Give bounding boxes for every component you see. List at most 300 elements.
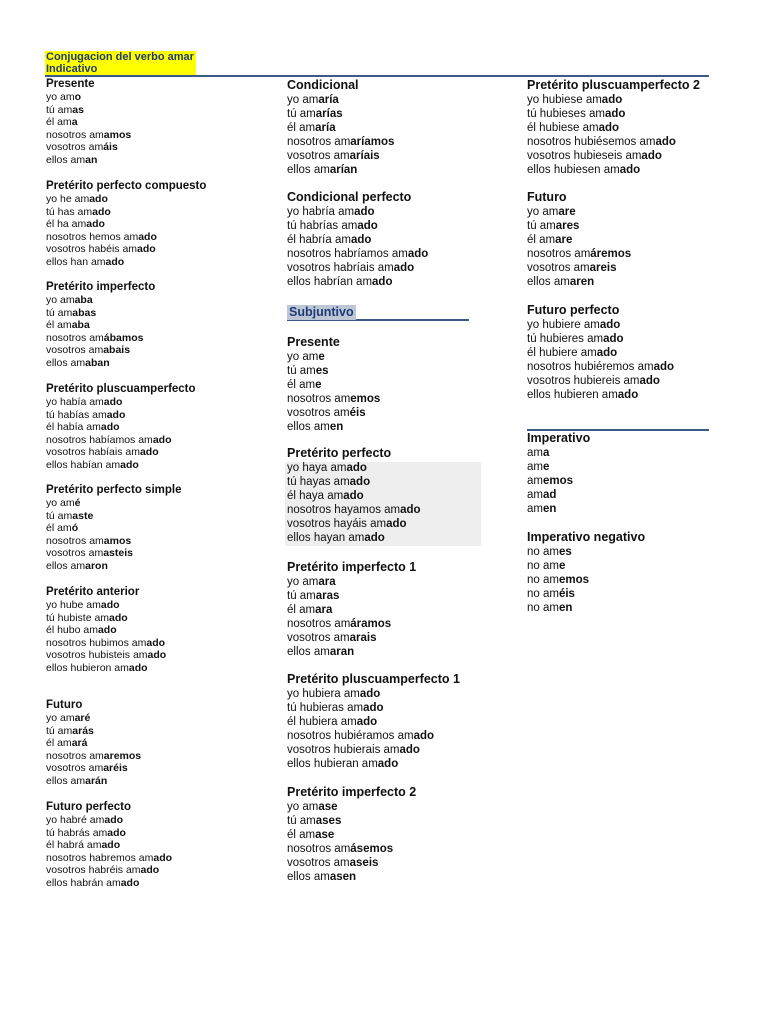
- conjugation-row: [287, 631, 416, 645]
- conjugation-stem: tú hubiste am: [46, 611, 110, 624]
- conjugation-ending: o: [74, 91, 82, 103]
- conjugation-stem: él habría am: [287, 234, 351, 246]
- conjugation-ending: a: [71, 116, 78, 129]
- conjugation-row: [46, 154, 131, 167]
- conjugation-stem: ellos hubieran am: [287, 758, 378, 770]
- title-line-verb: Conjugacion del verbo amar: [46, 51, 194, 63]
- conjugation-stem: ellos am: [287, 421, 330, 433]
- conjugation-stem: yo am: [46, 91, 75, 103]
- conjugation-stem: tú habrías am: [287, 220, 358, 232]
- conjugation-row: [287, 275, 428, 289]
- conjugation-row: [287, 350, 380, 364]
- conjugation-ending: áramos: [350, 618, 392, 630]
- section-futuro-perfecto: [527, 303, 674, 402]
- conjugation-stem: yo hubiese am: [527, 94, 602, 106]
- conjugation-ending: ado: [152, 433, 172, 446]
- conjugation-stem: vosotros am: [287, 407, 350, 419]
- conjugation-ending: an: [85, 153, 98, 166]
- conjugation-stem: yo am: [287, 94, 319, 106]
- conjugation-ending: ado: [92, 205, 111, 218]
- conjugation-ending: ado: [346, 462, 367, 474]
- conjugation-stem: yo hubiere am: [527, 319, 600, 331]
- section-preterito-perfecto-compuesto: [46, 180, 206, 269]
- conjugation-stem: yo habría am: [287, 206, 355, 218]
- conjugation-row: [46, 750, 141, 763]
- conjugation-stem: vosotros hubierais am: [287, 744, 400, 756]
- conjugation-row: [46, 827, 172, 840]
- conjugation-row: [46, 231, 206, 244]
- conjugation-ending: ado: [598, 122, 620, 134]
- conjugation-stem: tú hubieres am: [527, 333, 604, 345]
- conjugation-ending: ado: [140, 864, 160, 877]
- conjugation-row: [46, 637, 166, 650]
- conjugation-row: [527, 446, 590, 460]
- conjugation-row: [46, 243, 206, 256]
- conjugation-stem: am: [527, 475, 543, 487]
- conjugation-stem: ellos am: [46, 356, 86, 369]
- section-heading: Pretérito imperfecto: [46, 281, 156, 293]
- conjugation-row: [287, 461, 421, 475]
- conjugation-stem: yo am: [527, 206, 559, 218]
- section-heading: Pretérito anterior: [46, 586, 140, 598]
- conjugation-row: [287, 828, 416, 842]
- conjugation-row: [287, 475, 421, 489]
- conjugation-stem: él ha am: [46, 218, 87, 231]
- conjugation-ending: ado: [343, 490, 364, 502]
- conjugation-ending: aría: [318, 94, 339, 106]
- conjugation-stem: vosotros hubisteis am: [46, 649, 148, 662]
- conjugation-ending: ado: [655, 136, 676, 148]
- conjugation-ending: ó: [71, 522, 79, 535]
- conjugation-ending: amos: [103, 128, 132, 141]
- conjugation-stem: vosotros habíais am: [46, 446, 140, 459]
- conjugation-ending: ado: [139, 446, 159, 459]
- section-heading: Futuro perfecto: [46, 801, 131, 813]
- conjugation-stem: tú habías am: [46, 408, 107, 421]
- conjugation-ending: áis: [103, 141, 118, 154]
- conjugation-row: [46, 662, 166, 675]
- conjugation-ending: ado: [400, 504, 421, 516]
- conjugation-row: [287, 261, 428, 275]
- conjugation-ending: aban: [85, 356, 110, 369]
- conjugation-stem: vosotros habéis am: [46, 243, 138, 256]
- conjugation-row: [46, 409, 196, 422]
- conjugation-stem: ellos am: [287, 871, 330, 883]
- conjugation-stem: nosotros habremos am: [46, 851, 154, 864]
- conjugation-row: [287, 135, 394, 149]
- conjugation-row: [287, 149, 394, 163]
- conjugation-ending: are: [558, 206, 576, 218]
- conjugation-row: [46, 218, 206, 231]
- conjugation-ending: ado: [100, 421, 120, 434]
- conjugation-stem: tú hubieras am: [287, 702, 364, 714]
- conjugation-stem: vosotros am: [287, 632, 350, 644]
- conjugation-ending: ado: [106, 408, 126, 421]
- conjugation-ending: aren: [569, 276, 595, 288]
- conjugation-row: [287, 503, 421, 517]
- conjugation-ending: ado: [350, 234, 372, 246]
- conjugation-stem: vosotros hubieseis am: [527, 150, 642, 162]
- conjugation-row: [46, 332, 155, 345]
- indicativo-rule: [45, 75, 709, 77]
- conjugation-row: [46, 547, 181, 560]
- conjugation-ending: ado: [372, 276, 393, 288]
- conjugation-stem: él am: [287, 829, 316, 841]
- conjugation-stem: no am: [527, 588, 559, 600]
- conjugation-stem: tú am: [287, 590, 316, 602]
- conjugation-stem: yo am: [287, 576, 319, 588]
- conjugation-row: [527, 121, 700, 135]
- conjugation-stem: am: [527, 447, 543, 459]
- conjugation-stem: ellos am: [46, 559, 86, 572]
- conjugation-row: [46, 725, 141, 738]
- conjugation-stem: nosotros am: [287, 393, 351, 405]
- conjugation-row: [527, 374, 674, 388]
- conjugation-ending: ará: [71, 737, 88, 750]
- conjugation-ending: arán: [85, 774, 108, 787]
- conjugation-ending: ado: [97, 624, 117, 637]
- conjugation-ending: aste: [72, 509, 94, 522]
- conjugation-stem: él am: [287, 604, 316, 616]
- conjugation-row: [46, 535, 181, 548]
- conjugation-stem: ellos hubieron am: [46, 661, 129, 674]
- conjugation-stem: ellos habrán am: [46, 876, 121, 889]
- section-preterito-imperfecto: [46, 281, 155, 370]
- section-condicional-perfecto: [287, 190, 428, 289]
- conjugation-ending: aras: [315, 590, 340, 602]
- conjugation-ending: es: [315, 365, 329, 377]
- conjugation-row: [287, 406, 380, 420]
- conjugation-ending: ado: [120, 458, 139, 471]
- conjugation-stem: ellos han am: [46, 255, 106, 268]
- conjugation-ending: ado: [120, 876, 140, 889]
- conjugation-ending: ado: [153, 851, 173, 864]
- conjugation-row: [46, 141, 131, 154]
- conjugation-ending: ado: [128, 661, 148, 674]
- conjugation-row: [46, 446, 196, 459]
- conjugation-row: [527, 261, 631, 275]
- conjugation-stem: tú am: [287, 365, 316, 377]
- conjugation-row: [527, 360, 674, 374]
- conjugation-ending: aran: [329, 646, 355, 658]
- conjugation-stem: yo am: [287, 801, 319, 813]
- conjugation-stem: tú habrás am: [46, 826, 108, 839]
- conjugation-stem: él hubiese am: [527, 122, 599, 134]
- conjugation-ending: ado: [137, 243, 156, 256]
- conjugation-ending: ado: [363, 702, 384, 714]
- conjugation-row: [46, 91, 131, 104]
- conjugation-ending: ado: [147, 649, 167, 662]
- conjugation-stem: nosotros am: [46, 534, 104, 547]
- conjugation-row: [527, 332, 674, 346]
- section-heading: Imperativo negativo: [527, 530, 646, 544]
- conjugation-stem: tú am: [287, 815, 316, 827]
- section-condicional: [287, 78, 394, 177]
- conjugation-row: [287, 842, 416, 856]
- conjugation-stem: am: [527, 503, 543, 515]
- conjugation-stem: tú am: [46, 306, 73, 319]
- section-preterito-perfecto: [287, 446, 421, 545]
- conjugation-row: [527, 346, 674, 360]
- section-presente: [46, 78, 131, 167]
- conjugation-ending: amos: [103, 534, 132, 547]
- conjugation-ending: ado: [413, 730, 435, 742]
- conjugation-ending: ado: [386, 518, 407, 530]
- conjugation-stem: tú am: [46, 724, 73, 737]
- conjugation-row: [287, 233, 428, 247]
- conjugation-ending: aba: [71, 319, 90, 332]
- conjugation-ending: en: [329, 421, 344, 433]
- conjugation-row: [46, 852, 172, 865]
- conjugation-stem: ellos hubiesen am: [527, 164, 620, 176]
- conjugation-ending: ado: [619, 164, 641, 176]
- conjugation-ending: arían: [329, 164, 358, 176]
- conjugation-ending: aría: [315, 122, 336, 134]
- conjugation-stem: am: [527, 461, 543, 473]
- conjugation-row: [46, 497, 181, 510]
- conjugation-row: [287, 757, 460, 771]
- conjugation-row: [287, 800, 416, 814]
- conjugation-stem: vosotros am: [527, 262, 590, 274]
- section-heading: Presente: [287, 335, 340, 349]
- conjugation-ending: emos: [542, 475, 574, 487]
- conjugation-ending: ado: [617, 389, 639, 401]
- conjugation-stem: yo am: [46, 712, 75, 724]
- conjugation-ending: ado: [653, 361, 675, 373]
- section-heading: Futuro: [527, 190, 567, 204]
- conjugation-ending: ábamos: [103, 331, 144, 344]
- conjugation-row: [287, 93, 394, 107]
- conjugation-ending: ado: [105, 255, 125, 268]
- conjugation-stem: él am: [46, 737, 72, 750]
- conjugation-ending: ado: [146, 636, 166, 649]
- conjugation-row: [46, 459, 196, 472]
- conjugation-stem: no am: [527, 546, 559, 558]
- conjugation-row: [287, 715, 460, 729]
- conjugation-stem: ellos habrían am: [287, 276, 373, 288]
- section-preterito-pluscuamperfecto-1: [287, 672, 460, 771]
- conjugation-row: [527, 545, 645, 559]
- conjugation-stem: tú has am: [46, 205, 93, 218]
- conjugation-stem: nosotros am: [287, 618, 351, 630]
- conjugation-ending: asen: [329, 871, 357, 883]
- conjugation-ending: ado: [603, 333, 624, 345]
- conjugation-row: [46, 319, 155, 332]
- conjugation-stem: no am: [527, 560, 559, 572]
- conjugation-stem: vosotros habréis am: [46, 864, 141, 877]
- conjugation-stem: nosotros am: [287, 136, 351, 148]
- conjugation-row: [287, 856, 416, 870]
- section-heading: Imperativo: [527, 431, 591, 445]
- conjugation-stem: am: [527, 489, 543, 501]
- conjugation-ending: ado: [599, 319, 621, 331]
- subjuntivo-label: Subjuntivo: [289, 305, 354, 319]
- conjugation-ending: arais: [349, 632, 377, 644]
- conjugation-row: [46, 193, 206, 206]
- conjugation-row: [46, 421, 196, 434]
- conjugation-stem: yo he am: [46, 193, 90, 205]
- conjugation-ending: áremos: [590, 248, 632, 260]
- conjugation-stem: vosotros hayáis am: [287, 518, 387, 530]
- conjugation-row: [287, 121, 394, 135]
- conjugation-row: [287, 247, 428, 261]
- conjugation-row: [46, 256, 206, 269]
- conjugation-ending: ado: [104, 814, 124, 826]
- conjugation-ending: ado: [641, 150, 662, 162]
- conjugation-stem: ellos hayan am: [287, 532, 365, 544]
- conjugation-ending: éis: [349, 407, 366, 419]
- conjugation-row: [527, 275, 631, 289]
- conjugation-row: [287, 729, 460, 743]
- conjugation-ending: ado: [393, 262, 415, 274]
- conjugation-row: [527, 587, 645, 601]
- conjugation-ending: aríais: [349, 150, 380, 162]
- conjugation-row: [46, 599, 166, 612]
- conjugation-ending: aré: [74, 712, 91, 724]
- section-heading: Pretérito imperfecto 1: [287, 560, 417, 574]
- conjugation-stem: ellos am: [46, 153, 86, 166]
- conjugation-ending: éis: [558, 588, 575, 600]
- conjugation-ending: ado: [357, 220, 378, 232]
- conjugation-ending: ado: [639, 375, 660, 387]
- conjugation-stem: él am: [46, 116, 72, 129]
- conjugation-stem: ellos hubieren am: [527, 389, 618, 401]
- conjugation-stem: ellos am: [527, 276, 570, 288]
- conjugation-stem: nosotros am: [46, 749, 104, 762]
- conjugation-ending: ado: [89, 193, 108, 205]
- conjugation-row: [527, 388, 674, 402]
- conjugation-ending: en: [542, 503, 557, 515]
- conjugation-stem: él haya am: [287, 490, 344, 502]
- conjugation-row: [527, 474, 590, 488]
- conjugation-row: [287, 205, 428, 219]
- conjugation-row: [527, 460, 590, 474]
- conjugation-stem: tú am: [287, 108, 316, 120]
- conjugation-ending: ado: [86, 218, 105, 231]
- conjugation-ending: ara: [318, 576, 336, 588]
- conjugation-stem: tú am: [46, 103, 73, 116]
- section-heading: Pretérito perfecto: [287, 446, 392, 460]
- conjugation-stem: vosotros am: [287, 857, 350, 869]
- conjugation-stem: nosotros habríamos am: [287, 248, 408, 260]
- conjugation-stem: vosotros hubiereis am: [527, 375, 640, 387]
- conjugation-row: [46, 649, 166, 662]
- conjugation-ending: aba: [74, 294, 93, 306]
- conjugation-row: [46, 129, 131, 142]
- section-heading: Pretérito perfecto compuesto: [46, 180, 207, 192]
- conjugation-ending: ado: [601, 94, 623, 106]
- conjugation-stem: nosotros am: [527, 248, 591, 260]
- conjugation-row: [287, 617, 416, 631]
- conjugation-row: [46, 206, 206, 219]
- conjugation-stem: él hubiera am: [287, 716, 357, 728]
- conjugation-ending: asteis: [103, 547, 133, 560]
- conjugation-ending: ases: [315, 815, 342, 827]
- conjugation-stem: ellos am: [287, 646, 330, 658]
- conjugation-ending: ado: [359, 688, 381, 700]
- conjugation-ending: ado: [100, 599, 120, 611]
- conjugation-stem: tú hayas am: [287, 476, 350, 488]
- conjugation-ending: ase: [315, 829, 335, 841]
- conjugation-stem: él hubo am: [46, 624, 98, 637]
- conjugation-row: [46, 624, 166, 637]
- conjugation-stem: él am: [46, 319, 72, 332]
- conjugation-row: [46, 344, 155, 357]
- section-imperativo-negativo: [527, 530, 645, 615]
- conjugation-stem: vosotros am: [46, 344, 104, 357]
- conjugation-row: [46, 357, 155, 370]
- conjugation-ending: ado: [407, 248, 429, 260]
- conjugation-stem: él am: [46, 522, 72, 535]
- conjugation-row: [287, 364, 380, 378]
- conjugation-stem: tú am: [46, 509, 73, 522]
- conjugation-row: [287, 420, 380, 434]
- conjugation-ending: ado: [354, 206, 375, 218]
- conjugation-ending: ase: [318, 801, 338, 813]
- conjugation-row: [46, 864, 172, 877]
- conjugation-row: [527, 247, 631, 261]
- conjugation-row: [527, 93, 700, 107]
- conjugation-ending: areis: [589, 262, 617, 274]
- section-futuro-perfecto: [46, 801, 172, 890]
- conjugation-ending: e: [558, 560, 566, 572]
- conjugation-ending: ado: [349, 476, 371, 488]
- conjugation-stem: él am: [527, 234, 556, 246]
- conjugation-ending: a: [542, 447, 550, 459]
- conjugation-row: [46, 522, 181, 535]
- section-heading: Condicional: [287, 78, 359, 92]
- conjugation-row: [527, 601, 645, 615]
- conjugation-ending: ásemos: [350, 843, 394, 855]
- conjugation-stem: ellos am: [46, 774, 86, 787]
- conjugation-ending: aremos: [103, 749, 142, 762]
- conjugation-row: [287, 219, 428, 233]
- section-preterito-perfecto-simple: [46, 484, 181, 573]
- conjugation-ending: ado: [605, 108, 626, 120]
- conjugation-stem: nosotros hubiésemos am: [527, 136, 656, 148]
- conjugation-stem: nosotros am: [287, 843, 351, 855]
- section-preterito-pluscuamperfecto: [46, 383, 196, 472]
- conjugation-stem: nosotros hubiéremos am: [527, 361, 654, 373]
- conjugation-row: [527, 107, 700, 121]
- conjugation-row: [287, 163, 394, 177]
- conjugation-row: [46, 434, 196, 447]
- conjugation-row: [287, 489, 421, 503]
- conjugation-stem: él había am: [46, 421, 101, 434]
- conjugation-ending: aréis: [103, 762, 128, 775]
- conjugation-stem: él am: [287, 122, 316, 134]
- conjugation-row: [287, 687, 460, 701]
- conjugation-ending: es: [558, 546, 572, 558]
- conjugation-row: [527, 219, 631, 233]
- conjugation-row: [287, 589, 416, 603]
- conjugation-ending: ares: [555, 220, 580, 232]
- conjugation-row: [287, 645, 416, 659]
- conjugation-ending: en: [558, 602, 573, 614]
- conjugation-row: [527, 559, 645, 573]
- conjugation-stem: yo habré am: [46, 814, 105, 826]
- conjugation-row: [46, 814, 172, 827]
- title-line-mood: Indicativo: [46, 63, 98, 75]
- conjugation-ending: aron: [85, 559, 108, 572]
- conjugation-ending: as: [72, 103, 84, 116]
- conjugation-ending: aseis: [349, 857, 379, 869]
- section-heading: Presente: [46, 78, 95, 90]
- conjugation-ending: abais: [103, 344, 131, 357]
- conjugation-row: [527, 318, 674, 332]
- conjugation-row: [527, 233, 631, 247]
- conjugation-ending: ado: [377, 758, 399, 770]
